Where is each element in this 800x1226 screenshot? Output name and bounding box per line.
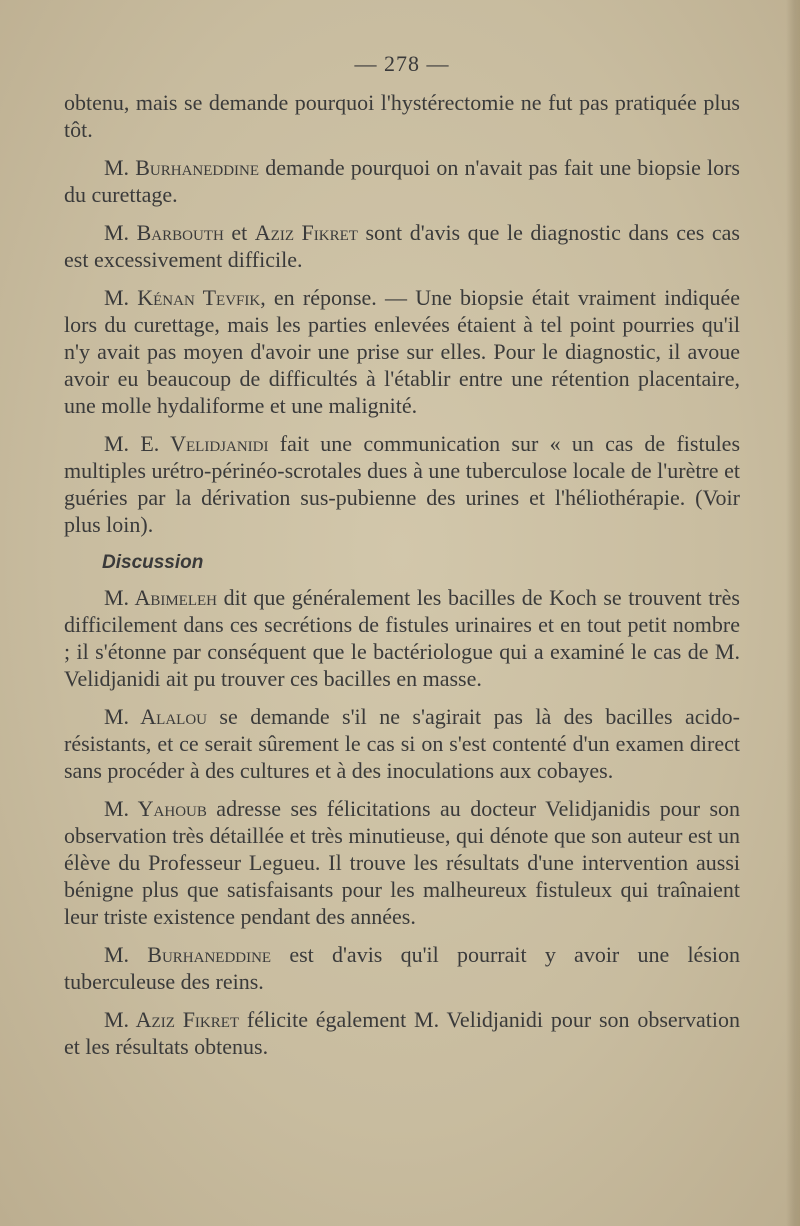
paragraph (64, 795, 740, 930)
paragraph (64, 284, 740, 419)
page-number: — 278 — (354, 51, 450, 76)
speaker-name: Aziz Fikret (254, 220, 358, 245)
speaker-name: M. Aziz Fikret (104, 1007, 240, 1032)
paragraph (64, 703, 740, 784)
speaker-name: M. Alalou (104, 704, 207, 729)
text-block (64, 40, 740, 1071)
speaker-name: M. Barbouth (104, 220, 224, 245)
paragraph (64, 1006, 740, 1060)
speaker-name: M. Kénan Tevfik (104, 285, 261, 310)
section-heading: Discussion (102, 552, 204, 573)
paragraph-text: , en réponse. — Une biopsie était vraiment indiquée lors du curettage, mais les parties enlevées étaient à tel point pourries qu'il n'y avait pas moyen d'avoir une prise sur elles. Pour le diagnostic, il avoue avoir eu beaucoup de difficultés à l'établir entre une rétention placentaire, une molle hydaliforme et une malignité. (64, 285, 740, 418)
paragraph-text: félicite également M. Velidjanidi pour son observation et les résultats obtenus. (64, 1007, 741, 1059)
paragraph-text: sont d'avis que le diagnostic dans ces cas est excessivement difficile. (64, 220, 740, 272)
paragraph (64, 941, 740, 995)
speaker-name: M. Burhaneddine (104, 942, 272, 967)
paragraph-text: et (223, 220, 255, 245)
paragraph-text: fait une communication sur « un cas de fistules multiples urétro-périnéo-scrotales dues à une tuberculose locale de l'urètre et guéries par la dérivation sus-pubienne des urines et l'héliothérapie. (Voir plus loin). (64, 431, 741, 537)
paragraph-text: est d'avis qu'il pourrait y avoir une lésion tuberculeuse des reins. (64, 942, 740, 994)
paragraph (64, 219, 740, 273)
paragraph (64, 430, 740, 538)
paragraph-text: dit que généralement les bacilles de Koch se trouvent très difficilement dans ces secrétions de fistules urinaires et en tout petit nombre ; il s'étonne par conséquent que le bactériologue qui a examiné le cas de M. Velidjanidi ait pu trouver ces bacilles en masse. (64, 585, 740, 691)
paragraph-text: demande pourquoi on n'avait pas fait une biopsie lors du curettage. (64, 155, 740, 207)
speaker-name: M. E. Velidjanidi (104, 431, 269, 456)
speaker-name: M. Burhaneddine (104, 155, 260, 180)
page-edge-shadow (786, 0, 800, 1226)
speaker-name: M. Yahoub (104, 796, 207, 821)
paragraph-text: obtenu, mais se demande pourquoi l'hystérectomie ne fut pas pratiquée plus tôt. (64, 90, 740, 142)
paragraph (64, 584, 740, 692)
speaker-name: M. Abimeleh (104, 585, 217, 610)
paragraph (64, 154, 740, 208)
paragraph (64, 89, 740, 143)
paragraph-text: adresse ses félicitations au docteur Velidjanidis pour son observation très détaillée et très minutieuse, qui dénote que son auteur est un élève du Professeur Legueu. Il trouve les résultats d'une intervention aussi bénigne plus que satisfaisants pour les malheureux fistuleux qui traînaient leur triste existence pendant des années. (64, 796, 741, 929)
paragraph-text: se demande s'il ne s'agirait pas là des bacilles acido-résistants, et ce serait sûrement le cas si on s'est contenté d'un examen direct sans procéder à des cultures et à des inoculations aux cobayes. (64, 704, 741, 783)
